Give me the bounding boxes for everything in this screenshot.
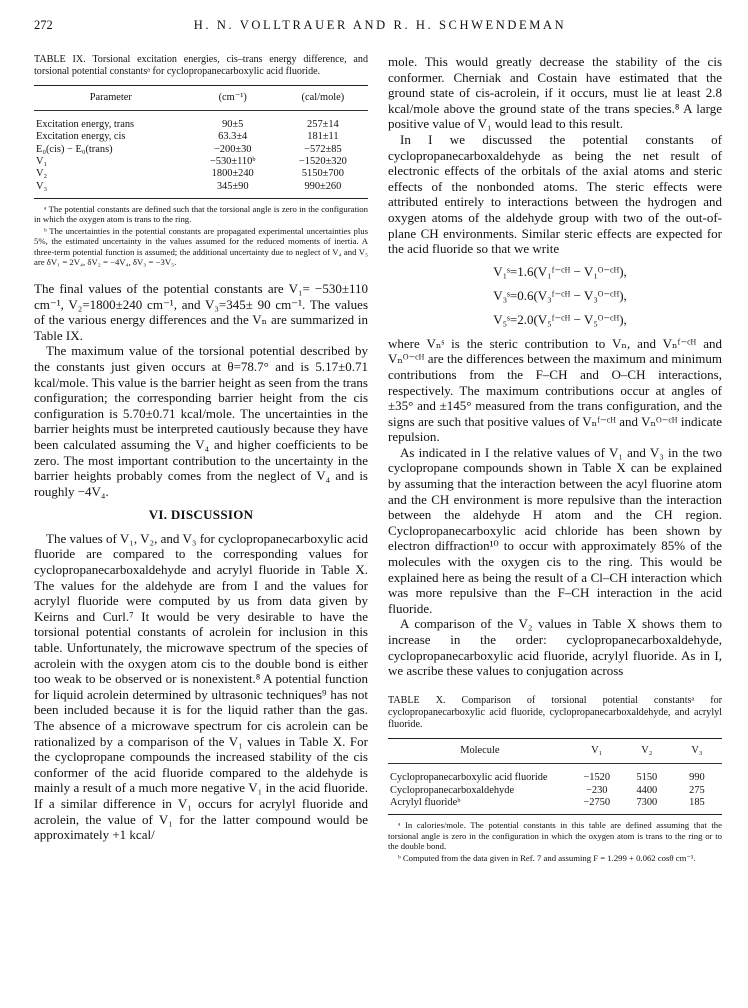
- table-ix-cell: 181±11: [307, 131, 339, 143]
- table-x-footnotes: [388, 820, 722, 863]
- section-heading-discussion: VI. DISCUSSION: [148, 507, 254, 523]
- table-row: [388, 772, 722, 784]
- table-ix-cell: 345±90: [216, 180, 249, 192]
- paragraph-v2-comparison: A comparison of the V₂ values in Table X shows them to increase in the order: cyclopropanecarboxaldehyde, cyclopropanecarboxylic acid fluoride, acrylyl fluoride. As in I, we ascribe these values to conjugation across: [388, 616, 722, 679]
- table-x-cell: 275: [689, 784, 705, 796]
- table-ix-cell: −1520±320: [298, 156, 347, 168]
- table-ix-cell: 1800±240: [211, 168, 254, 180]
- table-row: [388, 785, 722, 797]
- table-row: [34, 181, 368, 193]
- table-x-cell: −2750: [583, 796, 611, 808]
- table-x-cell: 4400: [636, 784, 658, 796]
- table-x-cell: Cyclopropanecarboxaldehyde: [390, 784, 515, 796]
- table-row: [388, 797, 722, 809]
- table-x-footnote-a: ᵃ In calories/mole. The potential constants in this table are defined assuming that the torsional angle is zero in the configuration in which the oxygen atom is trans to the ring or to the double bond.: [388, 820, 722, 852]
- table-x-footnote-b: ᵇ Computed from the data given in Ref. 7 and assuming F = 1.299 + 0.062 cosθ cm⁻¹.: [398, 852, 696, 863]
- table-ix-cell: 990±260: [304, 180, 342, 192]
- equation-v3: V₃ˢ=0.6(V₃ᶠ⁻ᶜᴴ − V₃ᴼ⁻ᶜᴴ),: [493, 287, 627, 303]
- table-row: [34, 156, 368, 168]
- paragraph-final-values: The final values of the potential constants are V₁= −530±110 cm⁻¹, V₂=1800±240 cm⁻¹, and V₃=345± 90 cm⁻¹. The values of the various energy differences and the Vₙ are summarized in Table IX.: [34, 280, 368, 343]
- table-ix-cell: V₂: [36, 168, 48, 180]
- table-row: [34, 144, 368, 156]
- paragraph-discussion: The values of V₁, V₂, and V₃ for cyclopropanecarboxylic acid fluoride are compared to the corresponding values for cyclopropanecarboxaldehyde and acrylyl fluoride in Table X. The values for the aldehyde are from I and the values for acrylyl fluoride were computed by us from data given by Keirns and Curl.⁷ It would be very desirable to have the torsional potential constants of acrolein for inclusion in this table. Unfortunately, the microwave spectrum of the species of acrolein with the oxygen atom cis to the double bond is either too weak to be observed or is nonexistent.⁸ A potential function for liquid acrolein determined by ultrasonic techniques⁹ has not been included because it is for the liquid rather than the gas. The absence of a microwave spectrum for cis acrolein can be rationalized by a comparison of the V₁ values in Table X. For the cyclopropane compounds the increased stability of the cis conformer of the acid fluoride compared to the aldehyde is mainly a result of a much more negative V₁ in the acid fluoride. If a similar difference in V₁ occurs for acrylyl fluoride and acrolein, the value of V₁ for the latter compound would be approximately +1 kcal/: [34, 530, 368, 843]
- table-ix-bottom-rule: [34, 198, 368, 199]
- table-ix-col-parameter: Parameter: [34, 86, 188, 111]
- table-x-cell: 5150: [636, 772, 658, 784]
- right-column: [388, 54, 722, 864]
- table-ix-cell: E₀(cis) − E₀(trans): [36, 143, 113, 155]
- table-ix-cell: V₃: [36, 180, 48, 192]
- table-ix-cell: Excitation energy, cis: [36, 131, 126, 143]
- left-column: [34, 54, 368, 843]
- equation-block: [398, 264, 722, 328]
- table-ix-cell: V₁: [36, 156, 48, 168]
- table-x-cell: −1520: [583, 772, 611, 784]
- table-x-cell: −230: [586, 784, 608, 796]
- equation-v5: V₅ˢ=2.0(V₅ᶠ⁻ᶜᴴ − V₅ᴼ⁻ᶜᴴ),: [493, 311, 627, 327]
- table-ix-col-calmole: (cal/mole): [278, 86, 368, 111]
- page-number: 272: [34, 18, 53, 32]
- page: [34, 18, 726, 994]
- table-x-caption: TABLE X. Comparison of torsional potential constantsᵃ for cyclopropanecarboxylic acid fluoride, cyclopropanecarboxaldehyde, and acrylyl fluoride.: [388, 694, 722, 731]
- table-ix-cell: 5150±700: [301, 168, 344, 180]
- paragraph-cis-stability: mole. This would greatly decrease the stability of the cis conformer. Cherniak and Costain have estimated that the ground state of cis-acrolein, if it occurs, must lie at least 2.8 kcal/mole above the ground state of the trans species.⁸ A large positive value of V₁ would lead to this result.: [388, 54, 722, 132]
- table-ix-footnote-b: ᵇ The uncertainties in the potential constants are propagated experimental uncertainties plus 5%, the estimated uncertainty in the values assumed for the reduced moments of inertia. A three-term potential function is assumed; the additional uncertainty due to neglect of V₄ and V₅ are δV₁ = 2V₄, δV₂ = −4V₄, δV₃ = −3V₅.: [34, 225, 368, 268]
- table-ix-cell: −572±85: [304, 143, 342, 155]
- table-ix-caption: TABLE IX. Torsional excitation energies, cis–trans energy difference, and torsional potential constantsᵃ for cyclopropanecarboxylic acid fluoride.: [34, 54, 368, 78]
- table-ix-cell: 90±5: [222, 119, 244, 131]
- paragraph-steric-effects: In I we discussed the potential constants of cyclopropanecarboxaldehyde as being the net result of electronic effects of the orbitals of the axial atoms and steric effects of the nonbonded atoms. The steric effects were attributed entirely to interactions between the hydrogen and oxygen atoms of the aldehyde group with two of the out-of-plane CH environments. Similar steric effects are expected for the acid fluoride so that we write: [388, 131, 722, 257]
- table-x-col-v3: V₃: [672, 739, 722, 764]
- table-ix-footnote-a: ᵃ The potential constants are defined such that the torsional angle is zero in the configuration in which the oxygen atom is trans to the ring.: [34, 203, 368, 225]
- table-ix-cell: 63.3±4: [218, 131, 248, 143]
- table-x-col-v2: V₂: [622, 739, 672, 764]
- table-x-cell: 7300: [636, 796, 658, 808]
- table-row: [34, 131, 368, 143]
- table-x: [388, 738, 722, 863]
- table-x-cell: 990: [689, 772, 705, 784]
- paragraph-barrier-height: The maximum value of the torsional potential described by the constants just given occurs at θ=78.7° and is 5.17±0.71 kcal/mole. This value is the barrier height as seen from the trans configuration; the corresponding barrier height from the cis configuration is 5.70±0.71 kcal/mole. The uncertainties in the barrier heights must be interpreted cautiously because they have been calculated assuming the V₄ and higher coefficients to be zero. The most important contribution to the uncertainty in the barrier heights probably comes from the neglect of V₄ and is roughly −4V₄.: [34, 343, 368, 499]
- running-head: H. N. VOLLTRAUER AND R. H. SCHWENDEMAN: [193, 18, 567, 32]
- table-row: [34, 119, 368, 131]
- table-x-col-molecule: Molecule: [388, 739, 572, 764]
- table-ix-cell: −200±30: [213, 143, 252, 155]
- table-ix-cell: 257±14: [307, 119, 339, 131]
- table-ix-footnotes: [34, 204, 368, 268]
- table-x-col-v1: V₁: [572, 739, 622, 764]
- paragraph-relative-values: As indicated in I the relative values of V₁ and V₃ in the two cyclopropane compounds shown in Table X can be explained by assuming that the interaction between the acyl fluorine atom and the CH environment is more repulsive than the interaction between the aldehyde H atom and the CH region. Cyclopropanecarboxylic acid chloride has been shown by electron diffraction¹⁰ to occur with approximately 85% of the molecules with the oxygen cis to the ring. This would be explained here as being the result of a Cl–CH interaction which was more repulsive than the F–CH interaction in the acid fluoride.: [388, 444, 722, 616]
- table-x-cell: 185: [689, 796, 705, 808]
- table-ix: [34, 85, 368, 268]
- page-header: [34, 18, 726, 38]
- table-ix-cell: −530±110ᵇ: [209, 156, 256, 168]
- table-ix-col-cm: (cm⁻¹): [188, 86, 278, 111]
- table-x-bottom-rule: [388, 814, 722, 815]
- table-x-cell: Cyclopropanecarboxylic acid fluoride: [390, 772, 548, 784]
- table-x-header-row: [388, 739, 722, 764]
- table-row: [34, 168, 368, 180]
- equation-v1: V₁ˢ=1.6(V₁ᶠ⁻ᶜᴴ − V₁ᴼ⁻ᶜᴴ),: [493, 263, 627, 279]
- table-x-cell: Acrylyl fluorideᵇ: [390, 796, 461, 808]
- table-ix-header-row: [34, 86, 368, 111]
- paragraph-steric-definition: where Vₙˢ is the steric contribution to Vₙ, and Vₙᶠ⁻ᶜᴴ and Vₙᴼ⁻ᶜᴴ are the differences between the maximum and minimum contributions from the F–CH and O–CH interactions, respectively. The maximum contributions occur at angles of ±35° and ±145° measured from the trans configuration, and the signs are such that positive values of Vₙᶠ⁻ᶜᴴ and Vₙᴼ⁻ᶜᴴ indicate repulsion.: [388, 335, 722, 445]
- table-ix-cell: Excitation energy, trans: [36, 119, 135, 131]
